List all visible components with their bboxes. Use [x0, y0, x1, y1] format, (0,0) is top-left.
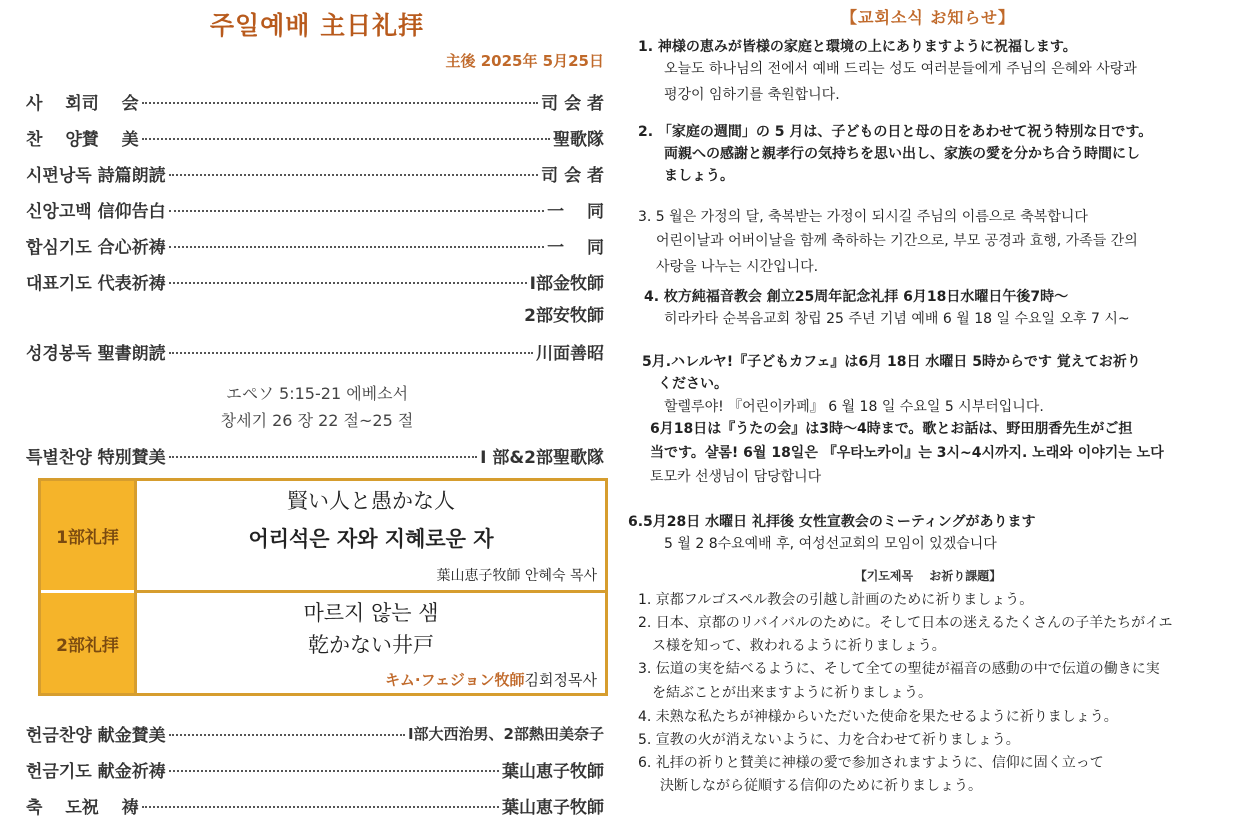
order-value: 葉山恵子牧師: [502, 797, 604, 818]
sermon-title: 賢い人と愚かな人: [287, 489, 455, 513]
sermon-title: 어리석은 자와 지혜로운 자: [248, 527, 494, 551]
news-line: 4. 枚方純福音教会 創立25周年記念礼拝 6月18日水曜日午後7時～: [644, 289, 1069, 305]
news-line: 어린이날과 어버이날을 함께 축하하는 기간으로, 부모 공경과 효행, 가족들 간의: [656, 233, 1138, 249]
service-label: 2部礼拝: [41, 593, 134, 693]
order-value: Ⅰ 部&2部聖歌隊: [480, 447, 604, 468]
order-row: [26, 88, 604, 114]
news-line: 오늘도 하나님의 전에서 예배 드리는 성도 여러분들에게 주님의 은혜와 사랑과: [664, 61, 1137, 77]
news-line: 3. 5 월은 가정의 달, 축복받는 가정이 되시길 주님의 이름으로 축복합니다: [638, 209, 1088, 225]
order-value: 葉山恵子牧師: [502, 761, 604, 782]
order-row: [26, 792, 604, 818]
prayer-item: 決断しながら従順する信仰のために祈りましょう。: [660, 778, 982, 794]
order-value: Ⅰ部大西治男、2部熱田美奈子: [407, 724, 604, 743]
news-line: ましょう。: [664, 168, 734, 184]
news-line: 5 월 2 8수요예배 후, 여성선교회의 모임이 있겠습니다: [664, 536, 997, 552]
prayer-item: 1. 京都フルゴスペル教会の引越し計画のために祈りましょう。: [638, 592, 1034, 608]
leader-dots: [142, 102, 538, 104]
scripture-reading: 창세기 26 장 22 절~25 절: [220, 411, 414, 430]
news-line: 히라카타 순복음교회 창립 25 주년 기념 예배 6 월 18 일 수요일 오후 7 시~: [664, 311, 1130, 327]
order-label: 헌금기도 献金祈祷: [26, 761, 166, 782]
order-of-service: [26, 0, 608, 835]
sermon-title: 마르지 않는 샘: [303, 601, 439, 625]
service-label: 1部礼拝: [41, 481, 134, 590]
order-row: [26, 720, 604, 746]
sermon-speaker: キム·フェジョン牧師김회정목사: [385, 671, 597, 689]
page-title: 주일예배 主日礼拝: [209, 11, 425, 40]
order-label: 합심기도 合心祈祷: [26, 237, 166, 258]
prayer-item: 4. 未熟な私たちが神様からいただいた使命を果たせるように祈りましょう。: [638, 709, 1118, 725]
service-date: 主後 2025年 5月25日: [445, 52, 604, 70]
order-value: 聖歌隊: [553, 129, 604, 150]
leader-dots: [169, 456, 477, 458]
order-label: 특별찬양 特別賛美: [26, 447, 166, 468]
order-value: 一 同: [547, 201, 604, 222]
order-label: 대표기도 代表祈祷: [26, 273, 166, 294]
news-line: 5月.ハレルヤ!『子どもカフェ』は6月 18日 水曜日 5時からです 覚えてお祈り: [642, 354, 1141, 370]
order-row: [26, 756, 604, 782]
scripture-reading: エペソ 5:15-21 에베소서: [225, 384, 409, 403]
order-row: [26, 338, 604, 364]
order-value: 司 会 者: [541, 93, 604, 114]
order-label: 찬 양賛 美: [26, 129, 139, 150]
order-value: Ⅰ部金牧師: [529, 273, 604, 294]
order-label: 사 회司 会: [26, 93, 139, 114]
order-label: 시편낭독 詩篇朗読: [26, 165, 166, 186]
order-row: [26, 268, 604, 294]
prayer-second-part: 2部安牧師: [524, 306, 604, 326]
news-line: ください。: [658, 376, 728, 392]
sermon-speaker: 葉山恵子牧師 안혜숙 목사: [436, 568, 597, 584]
news-line: 6月18日は『うたの会』は3時～4時まで。歌とお話は、野田朋香先生がご担: [650, 421, 1133, 437]
order-row: [26, 124, 604, 150]
news-line: 1. 神様の恵みが皆様の家庭と環境の上にありますように祝福します。: [638, 39, 1077, 55]
order-row: [26, 232, 604, 258]
prayer-item: を結ぶことが出来ますように祈りましょう。: [652, 685, 932, 701]
prayer-item: 2. 日本、京都のリバイバルのために。そして日本の迷えるたくさんの子羊たちがイエ: [638, 615, 1173, 631]
prayer-item: 3. 伝道の実を結べるように、そして全ての聖徒が福音の感動の中で伝道の働きに実: [638, 661, 1160, 677]
news-line: 6.5月28日 水曜日 礼拝後 女性宣教会のミーティングがあります: [628, 514, 1036, 530]
order-row: [26, 442, 604, 468]
divider: [134, 590, 605, 593]
order-row: [26, 160, 604, 186]
news-line: 2. 「家庭の週間」の 5 月は、子どもの日と母の日をあわせて祝う特別な日です。: [638, 124, 1153, 140]
news-line: 当です。샬롬! 6월 18일은 『우타노카이』는 3시~4시까지. 노래와 이야기는 노다: [650, 445, 1164, 461]
leader-dots: [169, 282, 527, 284]
church-news: [628, 0, 1228, 835]
leader-dots: [142, 806, 499, 808]
order-row: [26, 196, 604, 222]
order-value: 川面善昭: [536, 343, 604, 364]
leader-dots: [169, 352, 533, 354]
prayer-item: 5. 宣教の火が消えないように、力を合わせて祈りましょう。: [638, 732, 1020, 748]
news-heading: 【교회소식 お知らせ】: [841, 8, 1015, 27]
news-line: 사랑을 나누는 시간입니다.: [656, 259, 819, 275]
sermon-box: [38, 478, 608, 696]
news-line: 평강이 임하기를 축원합니다.: [664, 87, 840, 103]
leader-dots: [169, 246, 544, 248]
order-label: 신앙고백 信仰告白: [26, 201, 166, 222]
leader-dots: [169, 770, 499, 772]
leader-dots: [169, 174, 539, 176]
news-line: 할렐루야! 『어린이카페』 6 월 18 일 수요일 5 시부터입니다.: [664, 399, 1044, 415]
news-line: 토모카 선생님이 담당합니다: [650, 469, 822, 485]
leader-dots: [169, 734, 405, 736]
sermon-title: 乾かない井戸: [308, 633, 434, 657]
prayer-item: ス様を知って、救われるように祈りましょう。: [652, 638, 946, 654]
leader-dots: [142, 138, 550, 140]
prayer-heading: 【기도제목 お祈り課題】: [854, 569, 1002, 583]
news-line: 両親への感謝と親孝行の気持ちを思い出し、家族の愛を分かち合う時間にし: [664, 146, 1140, 162]
order-label: 성경봉독 聖書朗読: [26, 343, 166, 364]
prayer-item: 6. 礼拝の祈りと賛美に神様の愛で参加されますように、信仰に固く立って: [638, 755, 1104, 771]
order-value: 司 会 者: [541, 165, 604, 186]
order-label: 축 도祝 祷: [26, 797, 139, 818]
order-label: 헌금찬양 献金賛美: [26, 725, 166, 746]
leader-dots: [169, 210, 544, 212]
order-value: 一 同: [547, 237, 604, 258]
